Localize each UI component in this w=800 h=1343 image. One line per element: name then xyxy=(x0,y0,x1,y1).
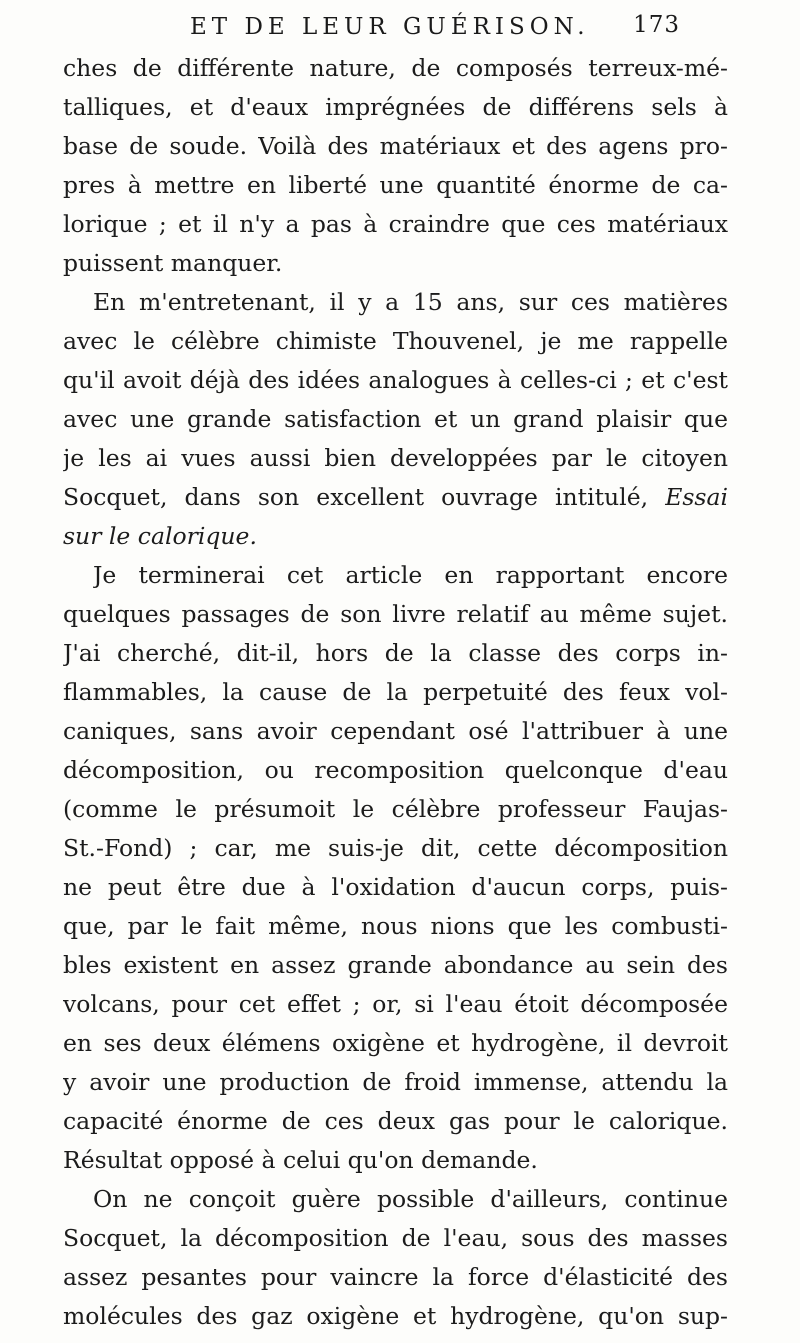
book-title-italic: sur le calorique. xyxy=(63,522,257,550)
text-line: ne peut être due à l'oxidation d'aucun corps, puis- xyxy=(63,873,728,901)
text-line: je les ai vues aussi bien developpées par le citoyen xyxy=(63,444,728,472)
text-line: Socquet, la décomposition de l'eau, sous des masses xyxy=(63,1224,728,1252)
text-line: molécules des gaz oxigène et hydrogène, qu'on sup- xyxy=(63,1302,728,1330)
text-line: flammables, la cause de la perpetuité des feux vol- xyxy=(63,678,728,706)
text-line: assez pesantes pour vaincre la force d'élasticité des xyxy=(63,1263,728,1291)
text-line: talliques, et d'eaux imprégnées de différens sels à xyxy=(63,93,728,121)
text-line: avec le célèbre chimiste Thouvenel, je me rappelle xyxy=(63,327,728,355)
text-line: St.-Fond) ; car, me suis-je dit, cette décomposition xyxy=(63,834,728,862)
text-line: base de soude. Voilà des matériaux et des agens pro- xyxy=(63,132,728,160)
page-number: 173 xyxy=(633,12,680,38)
book-title-italic: Essai xyxy=(665,483,728,511)
text-line: (comme le présumoit le célèbre professeur Faujas- xyxy=(63,795,728,823)
text-line: lorique ; et il n'y a pas à craindre que ces matériaux xyxy=(63,210,728,238)
text-line: bles existent en assez grande abondance au sein des xyxy=(63,951,728,979)
text-line: caniques, sans avoir cependant osé l'attribuer à une xyxy=(63,717,728,745)
text-line: y avoir une production de froid immense, attendu la xyxy=(63,1068,728,1096)
text-line: décomposition, ou recomposition quelconque d'eau xyxy=(63,756,728,784)
text-line: ches de différente nature, de composés terreux-mé- xyxy=(63,54,728,82)
text-line: Je terminerai cet article en rapportant encore xyxy=(93,561,728,589)
running-header xyxy=(190,6,680,46)
text-line: avec une grande satisfaction et un grand plaisir que xyxy=(63,405,728,433)
text-segment: Socquet, dans son excellent ouvrage intitulé, xyxy=(63,483,649,511)
text-line: Résultat opposé à celui qu'on demande. xyxy=(63,1146,538,1174)
text-line: puissent manquer. xyxy=(63,249,283,277)
text-line: capacité énorme de ces deux gas pour le calorique. xyxy=(63,1107,728,1135)
running-title: ET DE LEUR GUÉRISON. xyxy=(190,14,590,40)
text-line: J'ai cherché, dit-il, hors de la classe des corps in- xyxy=(63,639,728,667)
text-line: qu'il avoit déjà des idées analogues à celles-ci ; et c'est xyxy=(63,366,728,394)
text-line: en ses deux élémens oxigène et hydrogène, il devroit xyxy=(63,1029,728,1057)
text-line: On ne conçoit guère possible d'ailleurs, continue xyxy=(93,1185,728,1213)
text-line: quelques passages de son livre relatif au même sujet. xyxy=(63,600,728,628)
text-line: pres à mettre en liberté une quantité énorme de ca- xyxy=(63,171,728,199)
text-line: En m'entretenant, il y a 15 ans, sur ces matières xyxy=(93,288,728,316)
text-line: que, par le fait même, nous nions que les combusti- xyxy=(63,912,728,940)
text-line: volcans, pour cet effet ; or, si l'eau étoit décomposée xyxy=(63,990,728,1018)
text-line xyxy=(63,477,728,517)
